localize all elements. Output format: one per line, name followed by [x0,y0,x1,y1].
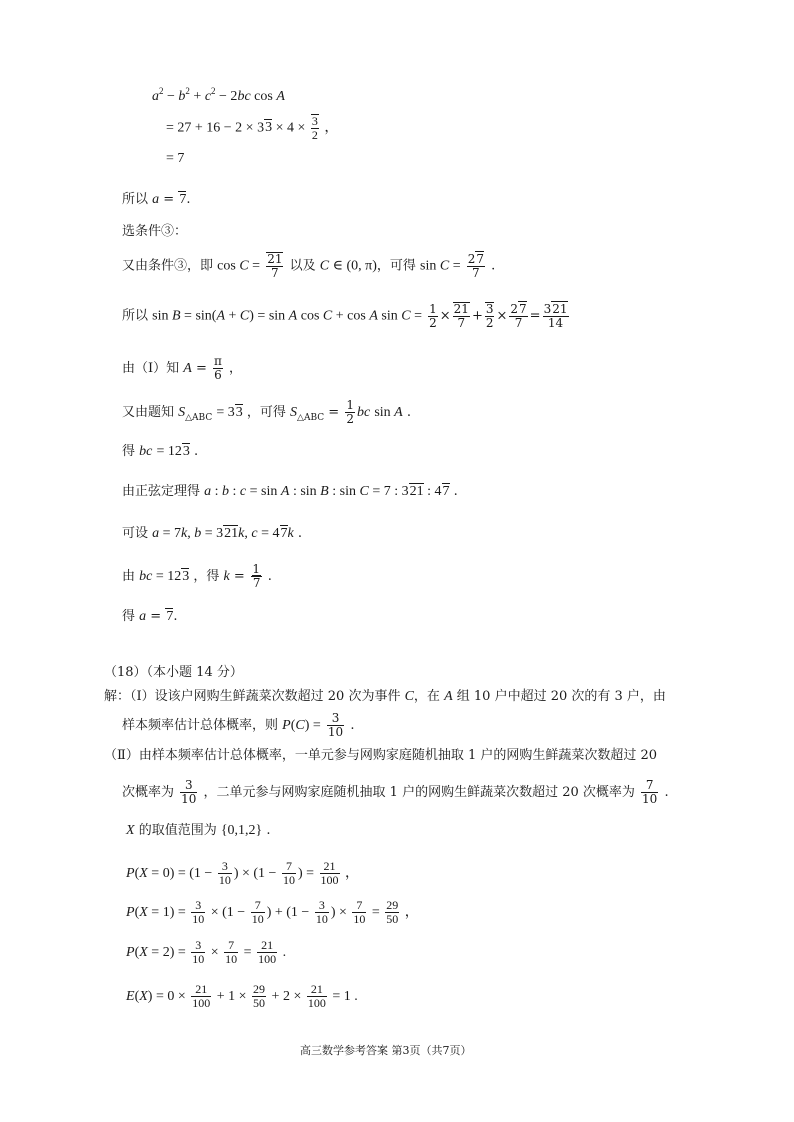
sine-law-line: 由正弦定理得 a : b : c = sin A : sin B : sin C = 7 : 321 : 47 . [122,484,458,499]
prob-x2: P(X = 2) = $\frac{3}{10}$ × $\frac{7}{10}$ = $\frac{21}{100}$ . [126,938,287,967]
q18-part2-line2: 次概率为 $\frac{3}{10}$ ，二单元参与网购家庭随机抽取 1 户的网购生鲜蔬菜次数超过 20 次概率为 $\frac{7}{10}$ . [122,778,669,807]
k-value-line: 由 bc = 123 ，得 k = $\frac{1}{7}$ . [122,562,272,591]
A-value-line: 由（Ⅰ）知 A = $\frac{\pi}{6}$ ， [122,354,243,383]
equation-line-3: = 7 [166,151,185,166]
q18-part2-line1: （Ⅱ）由样本频率估计总体概率，一单元参与网购家庭随机抽取 1 户的网购生鲜蔬菜次数超过 20 [104,748,658,763]
sinB-line: 所以 sin B = sin(A + C) = sin A cos C + cos A sin C = $\frac{1}{2}$ × $\frac{21}{7}$ + $\frac{3}{2}$ × $\frac{27}{7}$ = $\frac{321}{14}$ [122,301,568,331]
equation-line-2: = 27 + 16 − 2 × 33 × 4 × $\frac{3}{2}$ ， [166,114,339,143]
result-a-line: 所以 a = 7. [122,192,191,207]
q18-header: （18）（本小题 14 分） [104,665,243,680]
condition-3-line: 又由条件③，即 cos C = $\frac{21}{7}$ 以及 C ∈ (0, π)，可得 sin C = $\frac{27}{7}$ . [122,251,496,281]
expectation-line: E(X) = 0 × $\frac{21}{100}$ + 1 × $\frac{29}{50}$ + 2 × $\frac{21}{100}$ = 1 . [126,982,358,1011]
choose-condition-3: 选条件③： [122,224,188,239]
x-range-line: X 的取值范围为 {0,1,2} . [126,823,271,838]
set-k-line: 可设 a = 7k, b = 321k, c = 47k . [122,526,302,541]
q18-part1-line1: 解：（Ⅰ）设该户网购生鲜蔬菜次数超过 20 次为事件 C，在 A 组 10 户中超过 20 次的有 3 户，由 [104,689,666,704]
prob-x0: P(X = 0) = (1 − $\frac{3}{10}$ ) × (1 − $\frac{7}{10}$ ) = $\frac{21}{100}$ ， [126,859,359,888]
final-a-line: 得 a = 7. [122,609,178,624]
bc-line: 得 bc = 123 . [122,444,199,459]
q18-part1-line2: 样本频率估计总体概率，则 P(C) = $\frac{3}{10}$ . [122,711,355,740]
page-footer: 高三数学参考答案 第3页（共7页） [300,1044,472,1057]
equation-line-1: $a^2 - b^2 + c^2 - 2bc$ cos A [152,86,285,104]
area-line: 又由题知 $S_{\triangle ABC} = 33$ ，可得 $S_{\triangle ABC}$ = $\frac{1}{2}$ bc sin A . [122,398,411,427]
prob-x1: P(X = 1) = $\frac{3}{10}$ × (1 − $\frac{7}{10}$ ) + (1 − $\frac{3}{10}$ ) × $\frac{7}{10}$ = $\frac{29}{50}$ ， [126,898,419,927]
